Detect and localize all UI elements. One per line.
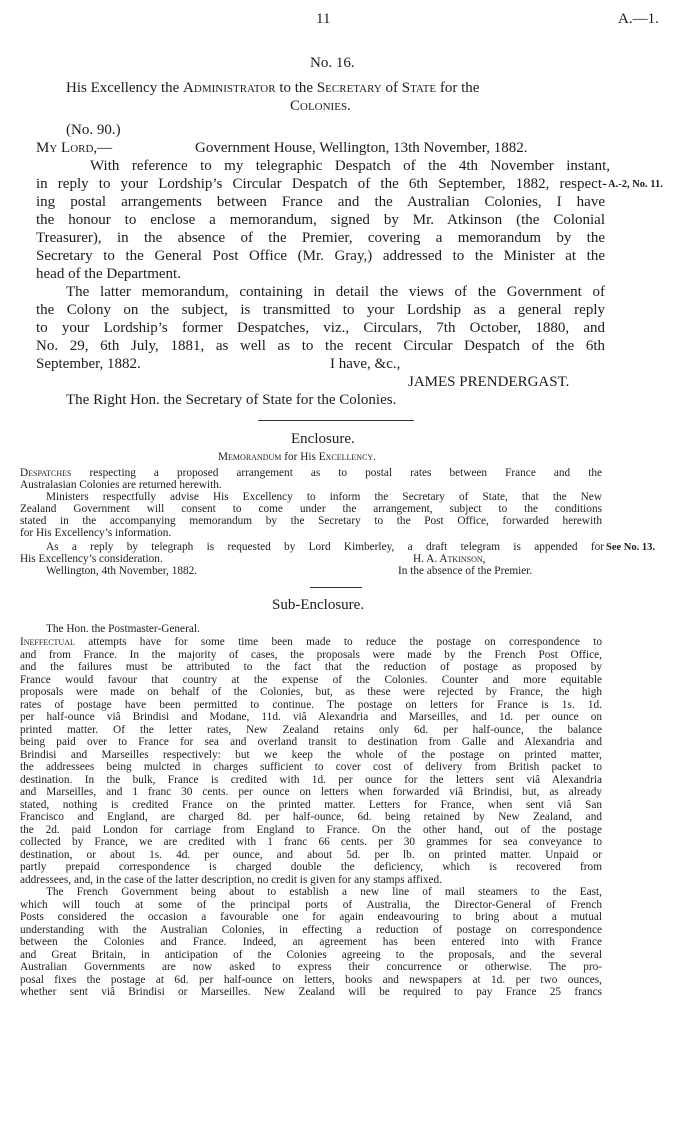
salutation: My Lord,— <box>36 140 113 156</box>
sub-enclosure-addressee: The Hon. the Postmaster-General. <box>46 623 200 635</box>
sub-enclosure-line: Ineffectual attempts have for some time been made to reduce the postage on correspondence to <box>20 636 602 648</box>
sub-enclosure-line: Brindisi and Marseilles respectively: but we keep the whole of the postage on printed matter, <box>20 748 602 761</box>
sub-enclosure-line: collected by France, we are credited with 1 franc 66 cents. per 30 grammes for sea conveyance to <box>20 836 602 848</box>
body-line: No. 29, 6th July, 1881, as well as to the recent Circular Despatch of the 6th <box>36 338 605 354</box>
enclosure-line: Despatches respecting a proposed arrangement as to postal rates between France and the <box>20 467 602 479</box>
enclosure-line: As a reply by telegraph is requested by Lord Kimberley, a draft telegram is appended for <box>46 541 604 553</box>
signature: JAMES PRENDERGAST. <box>408 374 570 390</box>
body-line: in reply to your Lordship’s Circular Despatch of the 6th September, 1882, respect- <box>36 176 607 192</box>
sub-enclosure-line: Posts considered the occasion a favourable one for again endeavouring to bring about a mutual <box>20 911 602 923</box>
enclosure-absence-note: In the absence of the Premier. <box>398 565 533 577</box>
page-number: 11 <box>316 11 331 27</box>
sub-enclosure-line: whether sent viâ Brindisi or Marseilles. New Zealand will be required to pay France 25 francs <box>20 986 602 998</box>
sub-enclosure-line: France would favour that country at the expense of the Colonies. Counter and more equitable <box>20 673 602 686</box>
sub-enclosure-heading: Sub-Enclosure. <box>272 597 365 613</box>
enclosure-line: Australasian Colonies are returned herewith. <box>20 479 222 491</box>
enclosure-subheading: Memorandum for His Excellency. <box>218 451 377 463</box>
sub-enclosure-line: destination, or about 1s. 4d. per ounce, and about 5d. per lb. on printed matter. Unpaid or <box>20 848 602 861</box>
enclosure-line: for His Excellency’s information. <box>20 527 172 539</box>
body-line: With reference to my telegraphic Despatch of the 4th November instant, <box>90 158 610 174</box>
sub-enclosure-line: The French Government being about to establish a new line of mail steamers to the East, <box>46 886 602 898</box>
despatch-number-heading: No. 16. <box>310 55 355 71</box>
sub-enclosure-line: Francisco and England, are charged 8d. per half-ounce, 6d. being retained by New Zealand, and <box>20 811 602 823</box>
sub-enclosure-line: which will touch at some of the principal ports of Australia, the Director-General of French <box>20 898 602 911</box>
sub-enclosure-line: rates of postage have been permitted to continue. The postage on letters for France is 1s. 1d. <box>20 698 602 711</box>
despatch-serial: (No. 90.) <box>66 122 121 138</box>
sub-enclosure-line: posal fixes the postage at 6d. per half-ounce on letters, books and newspapers at 1d. per two ounces, <box>20 973 602 986</box>
sub-enclosure-line: Australian Governments are now asked to express their concurrence or otherwise. The pro- <box>20 961 602 973</box>
body-line: to your Lordship’s former Despatches, viz., Circulars, 7th October, 1880, and <box>36 320 605 336</box>
sub-enclosure-line: stated, nothing is credited France on the printed matter. Letters for France, when sent viâ San <box>20 798 602 811</box>
sub-enclosure-line: and Great Britain, in anticipation of the Colonies agreeing to the proposals, and the several <box>20 948 602 961</box>
addressee: The Right Hon. the Secretary of State for the Colonies. <box>66 392 397 408</box>
closing: I have, &c., <box>330 356 401 372</box>
body-line: Secretary to the General Post Office (Mr. Gray,) addressed to the Minister at the <box>36 248 605 264</box>
body-line: The latter memorandum, containing in detail the views of the Government of <box>66 284 605 300</box>
sub-enclosure-line: understanding with the Australian Colonies, in effecting a reduction of postage on correspondence <box>20 923 602 936</box>
margin-reference: A.-2, No. 11. <box>608 179 663 190</box>
body-line: ing postal arrangements between France and the Australian Colonies, I have <box>36 194 605 210</box>
place-date: Government House, Wellington, 13th November, 1882. <box>195 140 528 156</box>
sub-enclosure-line: addressees, and, in the case of the latter description, no credit is given for any stamps affixed. <box>20 873 443 886</box>
body-line: September, 1882. <box>36 356 141 372</box>
enclosure-place-date: Wellington, 4th November, 1882. <box>46 565 198 577</box>
sub-enclosure-line: and Marseilles, and 1 franc 30 cents. per ounce on letters when forwarded viâ Brindisi, but, as already <box>20 786 602 798</box>
sub-enclosure-line: and the failures must be attributed to the fact that the reduction of postage as proposed by <box>20 661 602 673</box>
enclosure-signer: H. A. Atkinson, <box>413 553 486 565</box>
sub-enclosure-line: the addressees being mulcted in charges sufficient to cover cost of delivery from British packet to <box>20 761 602 773</box>
body-line: head of the Department. <box>36 266 181 282</box>
section-divider <box>310 587 362 588</box>
sub-enclosure-line: being paid over to France for sea and overland transit to destination from Galle and Alexandria and <box>20 736 602 748</box>
body-line: Treasurer), in the absence of the Premier, covering a memorandum by the <box>36 230 605 246</box>
body-line: the Colony on the subject, is transmitted to your Lordship as a general reply <box>36 302 605 318</box>
despatch-title-line1: His Excellency the Administrator to the Secretary of State for the <box>66 80 480 96</box>
enclosure-line: Ministers respectfully advise His Excellency to inform the Secretary of State, that the New <box>46 491 602 503</box>
enclosure-line: stated in the accompanying memorandum by the Secretary to the Post Office, forwarded herewith <box>20 515 602 527</box>
enclosure-line: Zealand Government will consent to come under the arrangement, subject to the conditions <box>20 503 602 515</box>
sub-enclosure-line: printed matter. Of the letter rates, New Zealand retains only 6d. per half-ounce, the balance <box>20 723 602 736</box>
sub-enclosure-line: partly prepaid correspondence is charged double the deficiency, which is recovered from <box>20 861 602 873</box>
sub-enclosure-line: the 2d. paid London for carriage from England to France. On the other hand, out of the postage <box>20 823 602 836</box>
margin-reference: See No. 13. <box>606 542 655 553</box>
body-line: the honour to enclose a memorandum, signed by Mr. Atkinson (the Colonial <box>36 212 605 228</box>
enclosure-heading: Enclosure. <box>291 431 355 447</box>
sub-enclosure-line: and from France. In the majority of cases, the proposals were made by the French Post Office, <box>20 648 602 661</box>
sub-enclosure-line: destination. In the bulk, France is credited with 1d. per ounce for the letters sent viâ Alexandria <box>20 773 602 786</box>
sub-enclosure-line: proposals were made on behalf of the Colonies, but, as these were rejected by France, the high <box>20 686 602 698</box>
enclosure-line: His Excellency’s consideration. <box>20 553 163 565</box>
despatch-title-line2: Colonies. <box>290 98 351 114</box>
sub-enclosure-line: between the Colonies and France. Indeed, an agreement has been entered into with France <box>20 936 602 948</box>
document-reference: A.—1. <box>618 11 659 27</box>
sub-enclosure-line: per half-ounce viâ Brindisi and Modane, 11d. viâ Alexandria and Marseilles, and 1d. per ounce on <box>20 711 602 723</box>
section-divider <box>258 420 414 421</box>
